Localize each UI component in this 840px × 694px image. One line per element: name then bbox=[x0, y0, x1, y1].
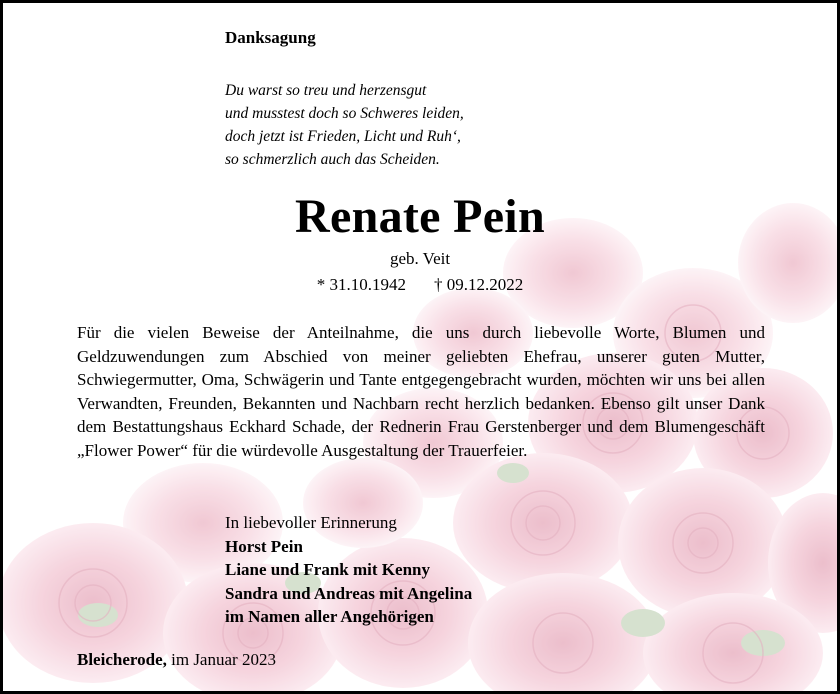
maiden-name: geb. Veit bbox=[389, 249, 451, 268]
place-date-line bbox=[77, 650, 276, 670]
signature-name: Liane und Frank mit Kenny bbox=[225, 560, 430, 579]
poem bbox=[225, 79, 464, 171]
signature-name: Sandra und Andreas mit Angelina bbox=[225, 583, 473, 603]
place: Bleicherode, bbox=[77, 650, 167, 669]
signature-name: Horst Pein bbox=[225, 536, 303, 556]
signature-block bbox=[225, 511, 472, 629]
death-date: † 09.12.2022 bbox=[434, 275, 524, 294]
poem-line: doch jetzt ist Frieden, Licht und Ruh‘, bbox=[225, 128, 461, 145]
signature-intro: In liebevoller Erinnerung bbox=[225, 513, 397, 532]
notice-heading: Danksagung bbox=[225, 28, 316, 47]
signature-name: im Namen aller Angehörigen bbox=[225, 607, 434, 626]
poem-line: Du warst so treu und herzensgut bbox=[225, 82, 427, 99]
life-dates bbox=[3, 275, 837, 295]
deceased-name: Renate Pein bbox=[295, 190, 545, 243]
date: im Januar 2023 bbox=[171, 650, 276, 669]
poem-line: so schmerzlich auch das Scheiden. bbox=[225, 151, 440, 168]
poem-line: und musstest doch so Schweres leiden, bbox=[225, 105, 464, 122]
thank-you-text: Für die vielen Beweise der Anteilnahme, die uns durch liebevolle Worte, Blumen und Geldzuwendungen zum Abschied von meiner geliebten Ehefrau, unserer guten Mutter, Schwiegermutter, Oma, Schwägerin und Tante entgegengebracht wurden, möchten wir uns bei allen Verwandten, Freunden, Bekannten und Nachbarn recht herzlich bedanken. Ebenso gilt unser Dank dem Bestattungshaus Eckhard Schade, der Rednerin Frau Gerstenberger und dem Blumengeschäft „Flower Power“ für die würdevolle Ausgestaltung der Trauerfeier. bbox=[77, 323, 765, 460]
birth-date: * 31.10.1942 bbox=[316, 275, 406, 294]
